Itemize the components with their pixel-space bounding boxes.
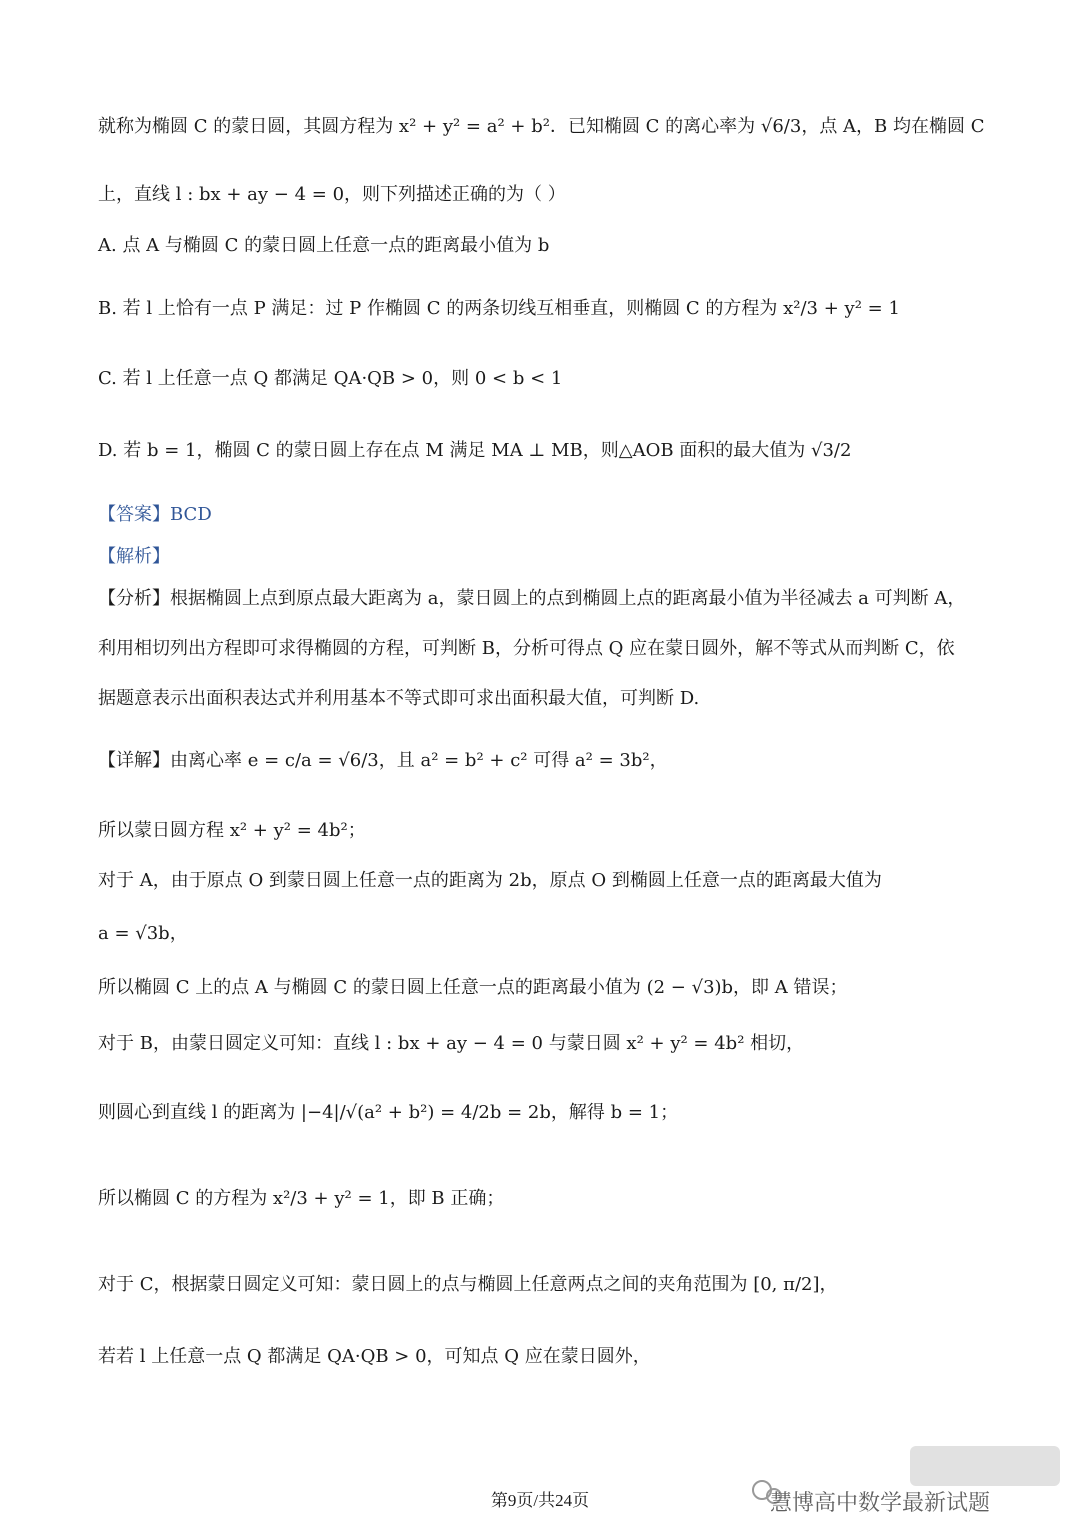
detail-line-1: 【详解】由离心率 e = c/a = √6/3，且 a² = b² + c² 可得 a² = 3b²， <box>98 750 668 771</box>
text-line-2: 上，直线 l : bx + ay − 4 = 0，则下列描述正确的为（ ） <box>98 184 566 205</box>
analysis-line-2: 利用相切列出方程即可求得椭圆的方程，可判断 B，分析可得点 Q 应在蒙日圆外，解不等式从而判断 C，依 <box>98 638 955 659</box>
detail-line-7: 则圆心到直线 l 的距离为 |−4|/√(a² + b²) = 4/2b = 2b，解得 b = 1； <box>98 1102 679 1123</box>
detail-line-9: 对于 C，根据蒙日圆定义可知：蒙日圆上的点与椭圆上任意两点之间的夹角范围为 [0, π/2]， <box>98 1274 838 1295</box>
detail-line-3: 对于 A，由于原点 O 到蒙日圆上任意一点的距离为 2b，原点 O 到椭圆上任意一点的距离最大值为 <box>98 870 882 891</box>
option-c: C. 若 l 上任意一点 Q 都满足 QA·QB > 0，则 0 < b < 1 <box>98 368 563 389</box>
detail-line-5: 所以椭圆 C 上的点 A 与椭圆 C 的蒙日圆上任意一点的距离最小值为 (2 − √3)b，即 A 错误； <box>98 977 848 998</box>
text-line-1: 就称为椭圆 C 的蒙日圆，其圆方程为 x² + y² = a² + b²．已知椭圆 C 的离心率为 √6/3，点 A，B 均在椭圆 C <box>98 116 985 137</box>
option-d: D. 若 b = 1，椭圆 C 的蒙日圆上存在点 M 满足 MA ⊥ MB，则△AOB 面积的最大值为 √3/2 <box>98 440 852 461</box>
detail-line-2: 所以蒙日圆方程 x² + y² = 4b²； <box>98 820 366 841</box>
page-footer: 第9页/共24页 <box>490 1491 590 1510</box>
option-b: B. 若 l 上恰有一点 P 满足：过 P 作椭圆 C 的两条切线互相垂直，则椭圆 C 的方程为 x²/3 + y² = 1 <box>98 298 900 319</box>
option-a: A. 点 A 与椭圆 C 的蒙日圆上任意一点的距离最小值为 b <box>98 235 550 256</box>
analysis-line-3: 据题意表示出面积表达式并利用基本不等式即可求出面积最大值，可判断 D. <box>98 688 700 709</box>
detail-line-8: 所以椭圆 C 的方程为 x²/3 + y² = 1，即 B 正确； <box>98 1188 505 1209</box>
detail-line-10: 若若 l 上任意一点 Q 都满足 QA·QB > 0，可知点 Q 应在蒙日圆外， <box>98 1346 651 1367</box>
watermark-text: 慧博高中数学最新试题 <box>770 1491 991 1516</box>
detail-line-4: a = √3b， <box>98 923 188 944</box>
detail-line-6: 对于 B，由蒙日圆定义可知：直线 l : bx + ay − 4 = 0 与蒙日圆 x² + y² = 4b² 相切， <box>98 1033 805 1054</box>
analysis-heading: 【解析】 <box>98 546 170 567</box>
analysis-line-1: 【分析】根据椭圆上点到原点最大距离为 a，蒙日圆上的点到椭圆上点的距离最小值为半径减去 a 可判断 A， <box>98 588 966 609</box>
answer-line: 【答案】BCD <box>98 504 212 525</box>
